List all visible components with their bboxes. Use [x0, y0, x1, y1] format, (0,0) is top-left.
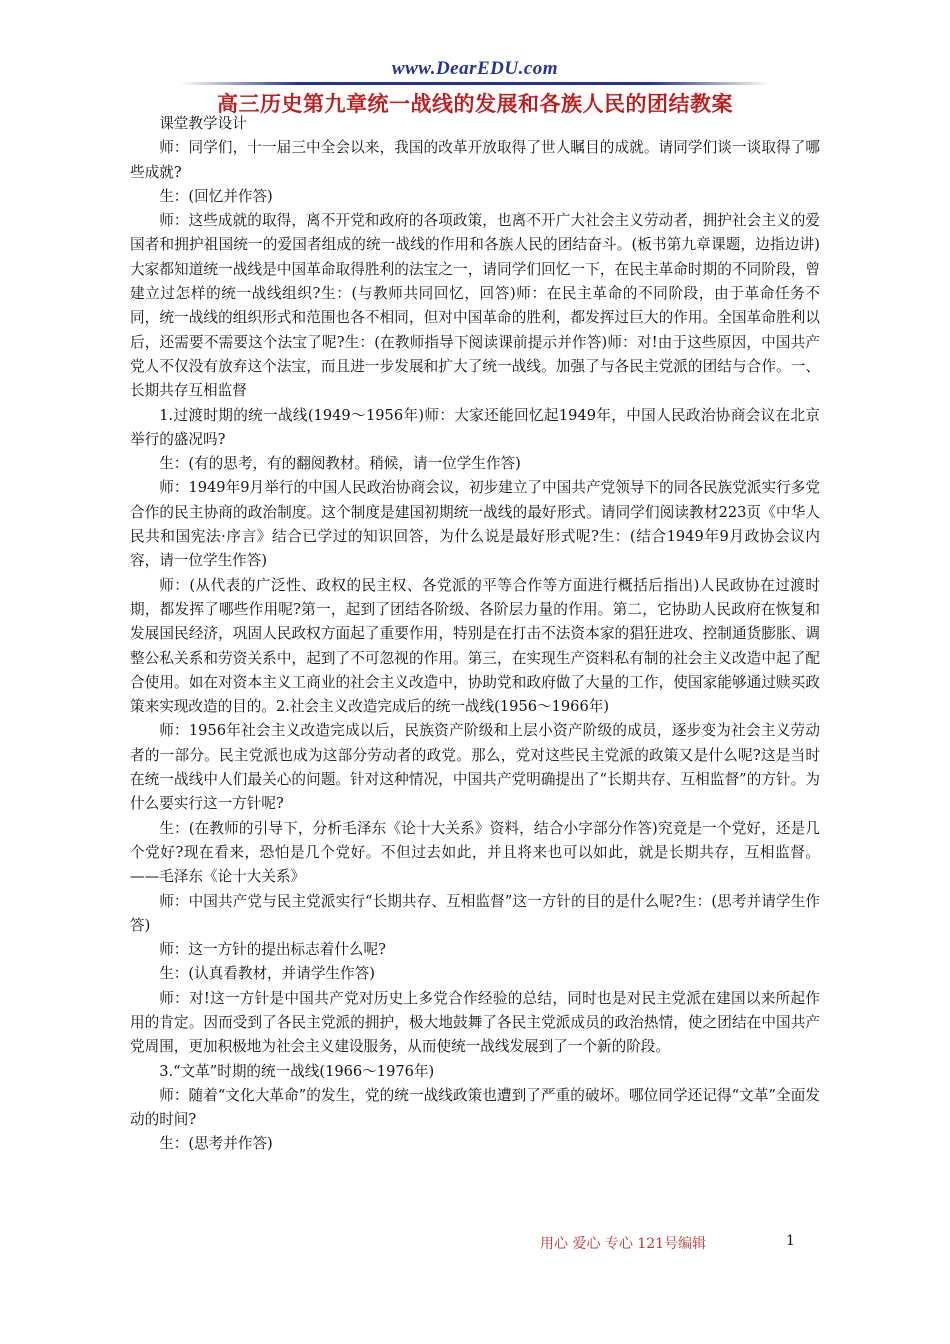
paragraph: 生：(思考并作答) — [159, 1135, 273, 1153]
paragraph: 生：(有的思考，有的翻阅教材。稍候，请一位学生作答) — [159, 455, 521, 473]
paragraph: 生：(认真看教材，并请学生作答) — [159, 965, 375, 983]
header-divider — [180, 82, 770, 85]
header-banner — [180, 58, 770, 84]
document-body — [130, 112, 820, 1157]
footer-text: 用心 爱心 专心 121号编辑 — [540, 1236, 707, 1252]
paragraph: 师：同学们，十一届三中全会以来，我国的改革开放取得了世人瞩目的成就。请同学们谈一谈取得了哪些成就? — [130, 139, 820, 181]
paragraph: 3.“文革”时期的统一战线(1966～1976年) — [159, 1062, 435, 1080]
paragraph: 师：中国共产党与民主党派实行“长期共存、互相监督”这一方针的目的是什么呢?生：(思考并请学生作答) — [130, 892, 820, 934]
paragraph: 师：这一方针的提出标志着什么呢? — [159, 941, 386, 959]
paragraph: 师：对!这一方针是中国共产党对历史上多党合作经验的总结，同时也是对民主党派在建国以来所起作用的肯定。因而受到了各民主党派的拥护，极大地鼓舞了各民主党派成员的政治热情，使之团结在中国共产党周围，更加积极地为社会主义建设服务，从而使统一战线发展到了一个新的阶段。 — [130, 989, 820, 1056]
paragraph: 师：随着“文化大革命”的发生，党的统一战线政策也遭到了严重的破坏。哪位同学还记得“文革”全面发动的时间? — [130, 1086, 820, 1129]
paragraph: 1.过渡时期的统一战线(1949～1956年)师：大家还能回忆起1949年，中国人民政治协商会议在北京举行的盛况吗? — [130, 406, 820, 448]
page-number: 1 — [786, 1233, 795, 1249]
paragraph: 生：(回忆并作答) — [159, 187, 273, 205]
paragraph: 课堂教学设计 — [159, 115, 247, 132]
paragraph: 师：1956年社会主义改造完成以后，民族资产阶级和上层小资产阶级的成员，逐步变为社会主义劳动者的一部分。民主党派也成为这部分劳动者的政党。那么，党对这些民主党派的政策又是什么呢?这是当时在统一战线中人们最关心的问题。针对这种情况，中国共产党明确提出了“长期共存、互相监督”的方针。为什么要实行这一方针呢? — [130, 722, 820, 813]
document-title: 高三历史第九章统一战线的发展和各族人民的团结教案 — [217, 92, 733, 116]
paragraph: 生：(在教师的引导下，分析毛泽东《论十大关系》资料，结合小字部分作答)究竟是一个党好，还是几个党好?现在看来，恐怕是几个党好。不但过去如此，并且将来也可以如此，就是长期共存，互相监督。——毛泽东《论十大关系》 — [130, 819, 820, 886]
paragraph: 师：1949年9月举行的中国人民政治协商会议，初步建立了中国共产党领导下的同各民族党派实行多党合作的民主协商的政治制度。这个制度是建国初期统一战线的最好形式。请同学们阅读教材223页《中华人民共和国宪法·序言》结合已学过的知识回答，为什么说是最好形式呢?生：(结合1949年9月政协会议内容，请一位学生作答) — [130, 479, 820, 570]
paragraph: 师：(从代表的广泛性、政权的民主权、各党派的平等合作等方面进行概括后指出)人民政协在过渡时期，都发挥了哪些作用呢?第一，起到了团结各阶级、各阶层力量的作用。第二，它协助人民政府在恢复和发展国民经济，巩固人民政权方面起了重要作用，特别是在打击不法资本家的猖狂进攻、控制通货膨胀、调整公私关系和劳资关系中，起到了不可忽视的作用。第三，在实现生产资料私有制的社会主义改造中起了配合使用。如在对资本主义工商业的社会主义改造中，协助党和政府做了大量的工作，使国家能够通过赎买政策来实现改造的目的。2.社会主义改造完成后的统一战线(1956～1966年) — [130, 576, 820, 716]
paragraph: 师：这些成就的取得，离不开党和政府的各项政策，也离不开广大社会主义劳动者，拥护社会主义的爱国者和拥护祖国统一的爱国者组成的统一战线的作用和各族人民的团结奋斗。(板书第九章课题，边指边讲)大家都知道统一战线是中国革命取得胜利的法宝之一，请同学们回忆一下，在民主革命时期的不同阶段，曾建立过怎样的统一战线组织?生：(与教师共同回忆，回答)师：在民主革命的不同阶段，由于革命任务不同，统一战线的组织形式和范围也各不相同，但对中国革命的胜利，都发挥过巨大的作用。全国革命胜利以后，还需要不需要这个法宝了呢?生：(在教师指导下阅读课前提示并作答)师：对!由于这些原因，中国共产党人不仅没有放弃这个法宝，而且进一步发展和扩大了统一战线。加强了与各民主党派的团结与合作。一、长期共存互相监督 — [130, 212, 820, 400]
site-url: www.DearEDU.com — [391, 58, 559, 79]
